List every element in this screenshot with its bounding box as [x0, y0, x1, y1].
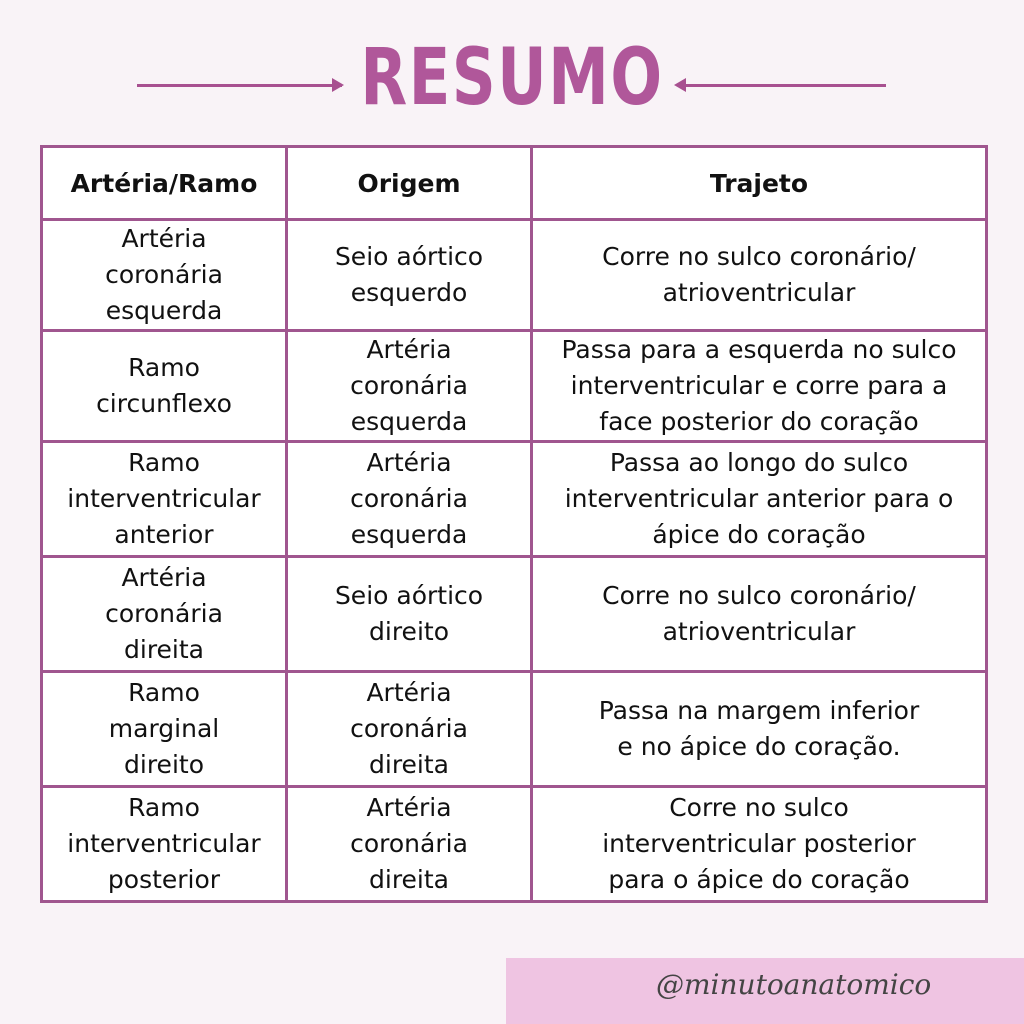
- cell-trajeto: Corre no sulco interventricular posterior para o ápice do coração: [532, 787, 987, 902]
- cell-trajeto: Corre no sulco coronário/ atrioventricular: [532, 557, 987, 672]
- footer-banner: [506, 958, 1024, 1024]
- header-origem: Origem: [287, 147, 532, 220]
- cell-origem: Artéria coronária direita: [287, 672, 532, 787]
- table-row: [42, 557, 987, 672]
- cell-origem: Artéria coronária esquerda: [287, 331, 532, 442]
- table-header-row: [42, 147, 987, 220]
- cell-arteria-ramo: Ramo marginal direito: [42, 672, 287, 787]
- table-row: [42, 787, 987, 902]
- cell-origem: Seio aórtico direito: [287, 557, 532, 672]
- cell-arteria-ramo: Ramo interventricular anterior: [42, 442, 287, 557]
- cell-arteria-ramo: Artéria coronária esquerda: [42, 220, 287, 331]
- table-row: [42, 442, 987, 557]
- table-row: [42, 331, 987, 442]
- cell-arteria-ramo: Ramo circunflexo: [42, 331, 287, 442]
- header-trajeto: Trajeto: [532, 147, 987, 220]
- cell-arteria-ramo: Artéria coronária direita: [42, 557, 287, 672]
- cell-origem: Seio aórtico esquerdo: [287, 220, 532, 331]
- header-arteria-ramo: Artéria/Ramo: [42, 147, 287, 220]
- cell-trajeto: Corre no sulco coronário/ atrioventricular: [532, 220, 987, 331]
- social-handle[interactable]: @minutoanatomico: [656, 968, 932, 1001]
- cell-origem: Artéria coronária esquerda: [287, 442, 532, 557]
- right-arrow-icon: [684, 84, 886, 87]
- cell-trajeto: Passa na margem inferior e no ápice do coração.: [532, 672, 987, 787]
- table-row: [42, 220, 987, 331]
- summary-table: [40, 145, 988, 903]
- table-row: [42, 672, 987, 787]
- cell-trajeto: Passa para a esquerda no sulco interventricular e corre para a face posterior do coração: [532, 331, 987, 442]
- cell-trajeto: Passa ao longo do sulco interventricular anterior para o ápice do coração: [532, 442, 987, 557]
- cell-origem: Artéria coronária direita: [287, 787, 532, 902]
- page-title: RESUMO: [360, 33, 664, 123]
- cell-arteria-ramo: Ramo interventricular posterior: [42, 787, 287, 902]
